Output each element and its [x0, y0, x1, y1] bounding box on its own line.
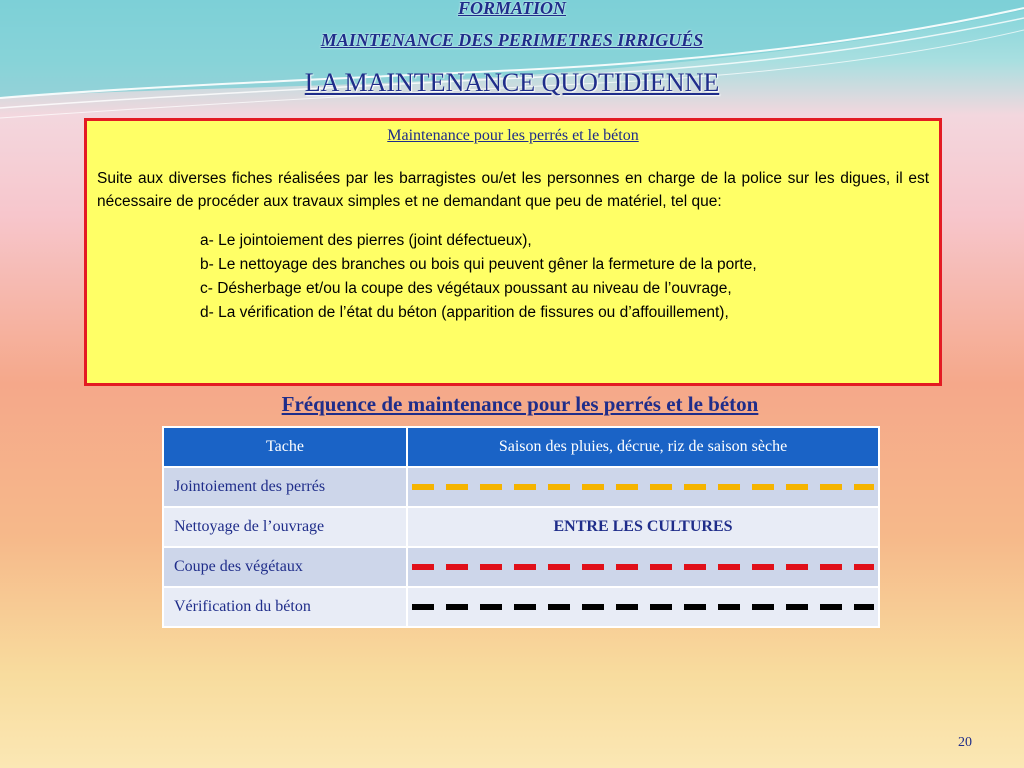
orange-dash-line — [412, 484, 874, 490]
task-name: Nettoyage de l’ouvrage — [163, 507, 407, 547]
list-item: b- Le nettoyage des branches ou bois qui peuvent gêner la fermeture de la porte, — [200, 256, 757, 273]
table-row — [163, 587, 879, 627]
frequency-cell-text: ENTRE LES CULTURES — [407, 507, 879, 547]
table-row — [163, 547, 879, 587]
frequency-cell — [407, 587, 879, 627]
header-season: Saison des pluies, décrue, riz de saison sèche — [407, 427, 879, 467]
list-item: c- Désherbage et/ou la coupe des végétaux poussant au niveau de l’ouvrage, — [200, 280, 732, 297]
header-task: Tache — [163, 427, 407, 467]
frequency-cell — [407, 467, 879, 507]
page-number: 20 — [958, 735, 972, 750]
frequency-title: Fréquence de maintenance pour les perrés et le béton — [281, 392, 759, 416]
header-line-2: MAINTENANCE DES PERIMETRES IRRIGUÉS — [320, 30, 704, 50]
task-list — [200, 229, 929, 325]
red-dash-line — [412, 564, 874, 570]
header-line-1: FORMATION — [457, 0, 567, 18]
table-header-row — [163, 427, 879, 467]
page-title: LA MAINTENANCE QUOTIDIENNE — [304, 68, 720, 97]
task-name: Coupe des végétaux — [163, 547, 407, 587]
frequency-cell — [407, 547, 879, 587]
list-item: a- Le jointoiement des pierres (joint défectueux), — [200, 232, 532, 249]
list-item: d- La vérification de l’état du béton (apparition de fissures ou d’affouillement), — [200, 304, 729, 321]
black-dash-line — [412, 604, 874, 610]
maintenance-box — [84, 118, 942, 386]
frequency-table — [162, 426, 880, 628]
task-name: Vérification du béton — [163, 587, 407, 627]
box-title: Maintenance pour les perrés et le béton — [387, 127, 639, 144]
decorative-waves — [0, 0, 1024, 130]
table-row — [163, 507, 879, 547]
table-row — [163, 467, 879, 507]
task-name: Jointoiement des perrés — [163, 467, 407, 507]
box-paragraph: Suite aux diverses fiches réalisées par les barragistes ou/et les personnes en charge de la police sur les digues, il est nécessaire de procéder aux travaux simples et ne demandant que peu de matériel, tel que: — [97, 170, 929, 210]
